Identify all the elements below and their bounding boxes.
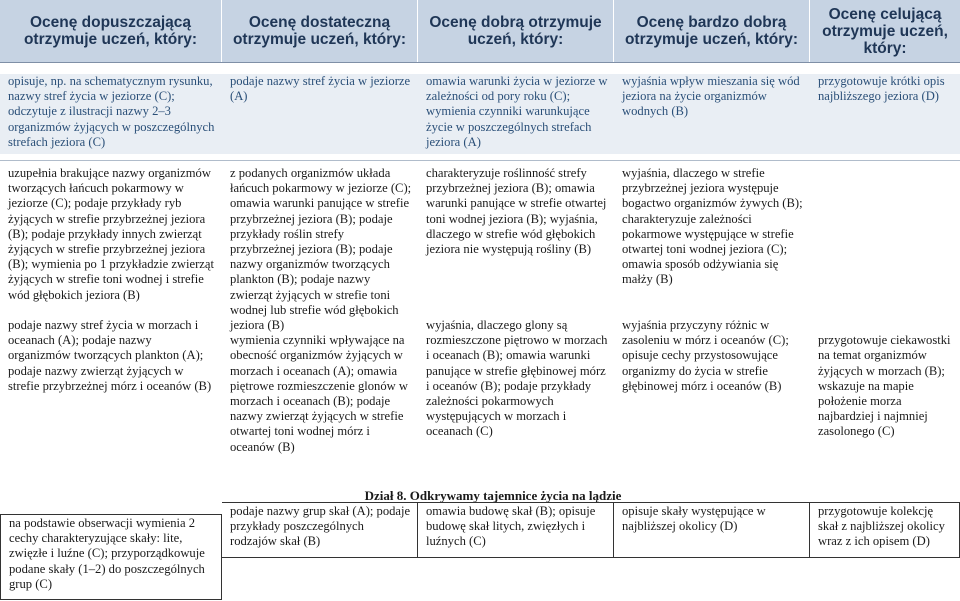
row1-cell-dopuszczajaca: opisuje, np. na schematycznym rysunku, nazwy stref życia w jeziorze (C); odczytuje z ilustracji nazwy 2–3 organizmów żyjących w poszczególnych strefach jeziora (C): [8, 74, 215, 149]
table-header-row: [0, 0, 960, 63]
row2-cell-celujaca: przygotowuje ciekawostki na temat organizmów żyjących w morzach (B); wskazuje na mapie położenie morza najbardziej i najmniej zasolonego (C): [818, 333, 951, 439]
sec3-cell-dopuszczajaca: na podstawie obserwacji wymienia 2 cechy charakteryzujące skały: lite, zwięzłe i luźne (C); przyporządkowuje podane skały (1–2) do poszczególnych grup (C): [0, 514, 222, 600]
row-divider: [0, 160, 960, 161]
row1-cell-dobra: omawia warunki życia w jeziorze w zależności od pory roku (C); wymienia czynniki warunkujące życie w poszczególnych strefach jeziora (A): [426, 74, 608, 149]
header-bardzo-dobra: Ocenę bardzo dobrą otrzymuje uczeń, który:: [614, 0, 810, 62]
table-row: [0, 166, 960, 468]
sec3-cell-dobra: omawia budowę skał (B); opisuje budowę skał litych, zwięzłych i luźnych (C): [418, 502, 614, 558]
section-8: [0, 488, 960, 598]
section-title: Dział 8. Odkrywamy tajemnice życia na lądzie: [364, 488, 622, 503]
header-dostateczna: Ocenę dostateczną otrzymuje uczeń, który:: [222, 0, 418, 62]
row1-cell-dostateczna: podaje nazwy stref życia w jeziorze (A): [230, 74, 411, 104]
row2-cell-bardzo-dobra: wyjaśnia, dlaczego w strefie przybrzeżnej jeziora występuje bogactwo organizmów żywych (B); charakteryzuje zależności pokarmowe występujące w strefie otwartej toni wodnej jeziora (C); omawia sposób odżywiania się małży (B) wyjaśnia przyczyny różnic w zasoleniu w mórz i oceanów (C); opisuje cechy przystosowujące organizmy do życia w strefie głębinowej mórz i oceanów (B): [622, 166, 803, 393]
sec3-cell-dostateczna: podaje nazwy grup skał (A); podaje przykłady poszczególnych rodzajów skał (B): [222, 502, 418, 558]
row2-cell-dostateczna: z podanych organizmów układa łańcuch pokarmowy w jeziorze (C); omawia warunki panujące w strefie przybrzeżnej jeziora (B); podaje przykłady roślin strefy przybrzeżnej jeziora (B); podaje nazwy organizmów tworzących plankton (B); podaje nazwy zwierząt żyjących w strefie toni wodnej lub strefie wód głębokich jeziora (B) wymienia czynniki wpływające na obecność organizmów żyjących w morzach i oceanach (A); omawia piętrowe rozmieszczenie glonów w morzach i oceanach (B); podaje nazwy zwierząt żyjących w strefie otwartej toni wodnej mórz i oceanów (B): [230, 166, 412, 454]
table-row: [0, 74, 960, 154]
row2-cell-dopuszczajaca: uzupełnia brakujące nazwy organizmów tworzących łańcuch pokarmowy w jeziorze (C); podaje przykłady ryb żyjących w strefie przybrzeżnej jeziora (B); podaje przykłady innych zwierząt żyjących w strefie przybrzeżnej jeziora (B); wymienia po 1 przykładzie zwierząt żyjących w strefie toni wodnej i strefie wód głębokich jeziora (B) podaje nazwy stref życia w morzach i oceanach (A); podaje nazwy organizmów tworzących plankton (A); podaje nazwy zwierząt żyjących w strefie przybrzeżnej mórz i oceanów (B): [8, 166, 214, 393]
header-dopuszczajaca: Ocenę dopuszczającą otrzymuje uczeń, który:: [0, 0, 222, 62]
header-dobra: Ocenę dobrą otrzymuje uczeń, który:: [418, 0, 614, 62]
table-row: [0, 502, 960, 598]
header-celujaca: Ocenę celującą otrzymuje uczeń, który:: [822, 5, 948, 57]
row1-cell-bardzo-dobra: wyjaśnia wpływ mieszania się wód jeziora na życie organizmów wodnych (B): [622, 74, 800, 119]
sec3-cell-bardzo-dobra: opisuje skały występujące w najbliższej okolicy (D): [614, 502, 810, 558]
row2-cell-dobra: charakteryzuje roślinność strefy przybrzeżnej jeziora (B); omawia warunki panujące w strefie otwartej toni wodnej jeziora (B); wyjaśnia, dlaczego w strefie wód głębokich jeziora nie występują rośliny (B) wyjaśnia, dlaczego glony są rozmieszczone piętrowo w morzach i oceanach (B); omawia warunki panujące w strefie głębinowej mórz i oceanów (B); podaje przykłady zależności pokarmowych występujących w morzach i oceanach (C): [426, 166, 608, 439]
row1-cell-celujaca: przygotowuje krótki opis najbliższego jeziora (D): [818, 74, 945, 104]
sec3-cell-celujaca: przygotowuje kolekcję skał z najbliższej okolicy wraz z ich opisem (D): [810, 502, 960, 558]
